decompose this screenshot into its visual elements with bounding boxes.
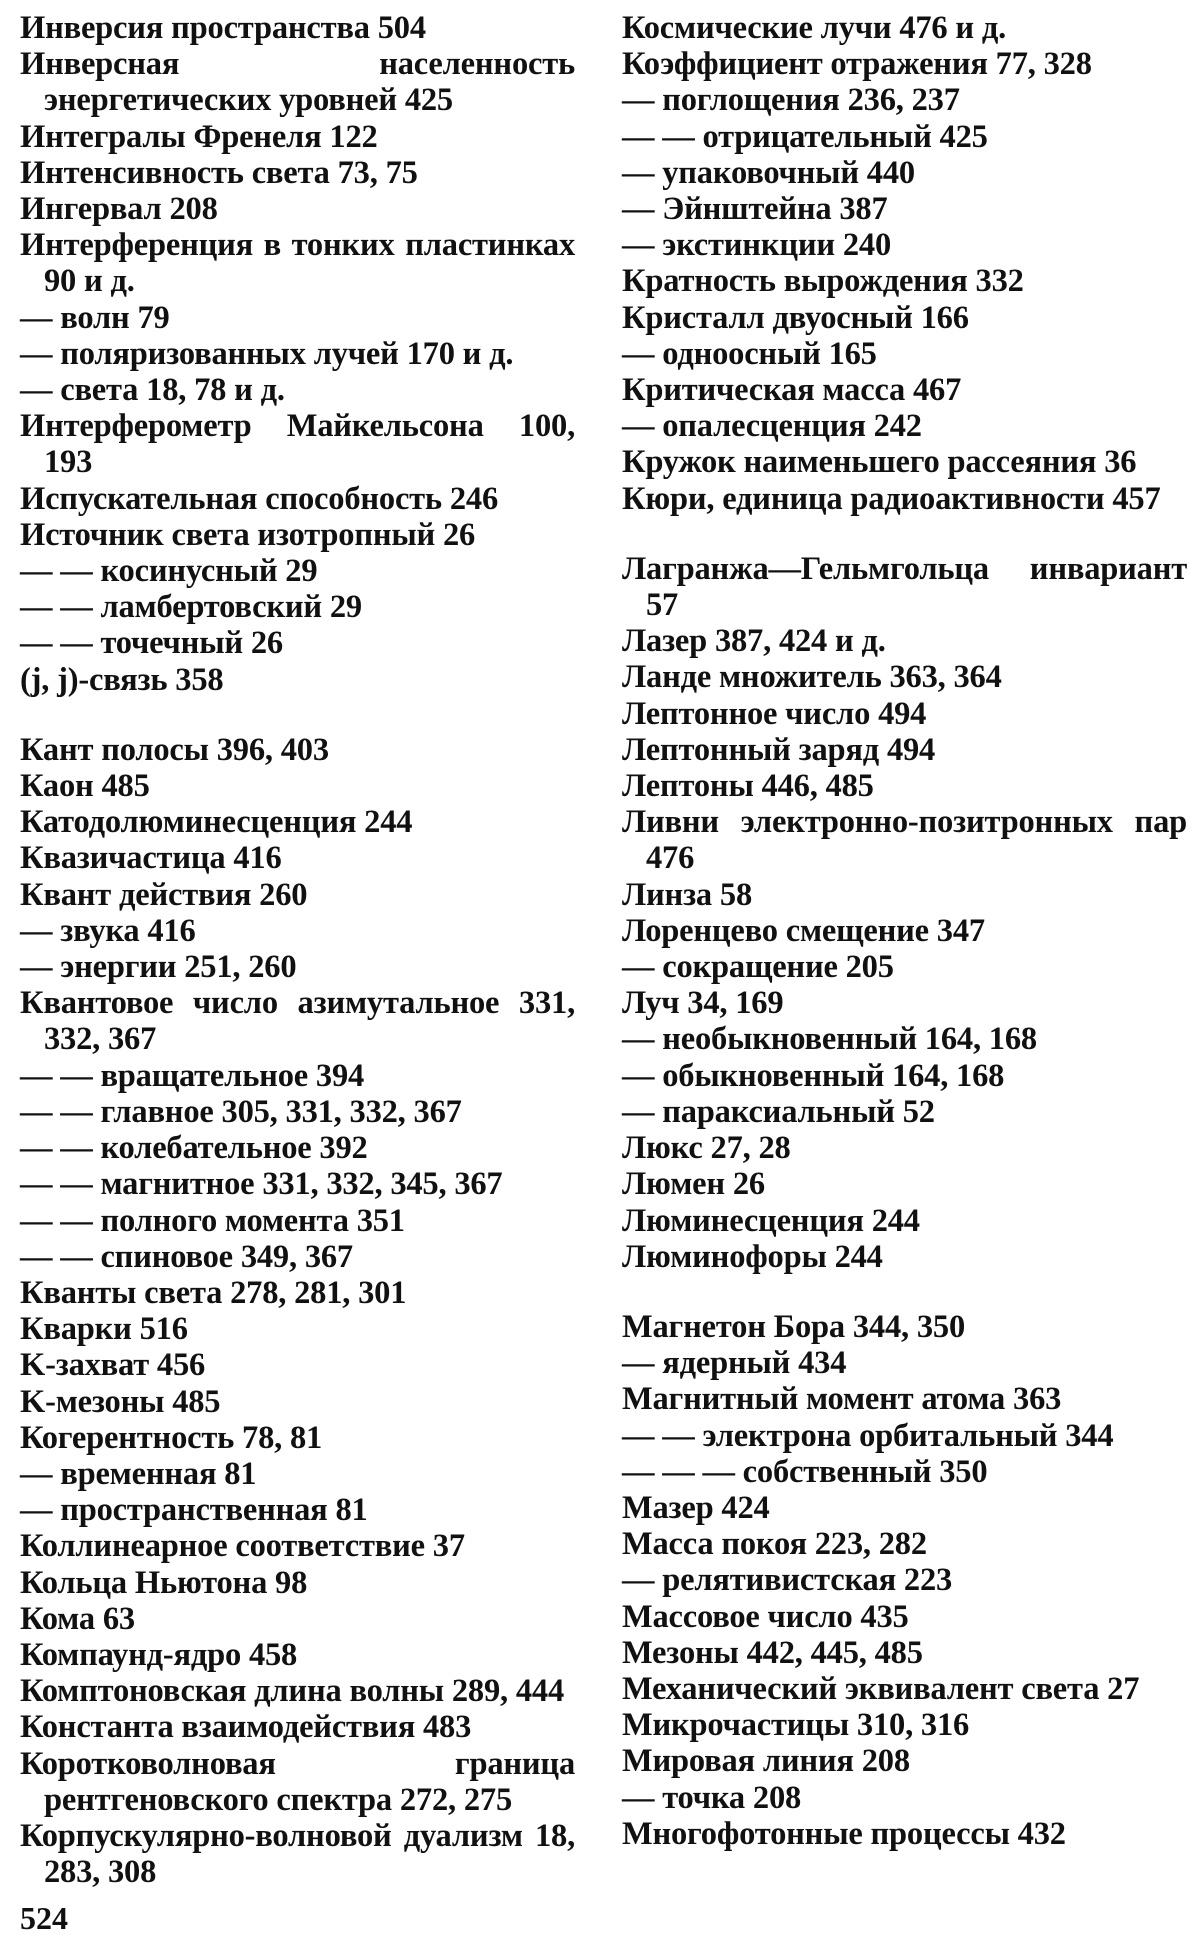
section-gap [622,517,1187,551]
index-subentry: — — ламбертовский 29 [20,589,362,626]
index-entry: Лептоны 446, 485 [622,768,874,805]
index-entry: Линза 58 [622,876,753,913]
index-column-right [622,10,1187,1852]
index-entry: Интерферометр Майкельсона 100, 193 [20,408,575,481]
index-entry: Компаунд-ядро 458 [20,1636,298,1673]
index-entry: Люмен 26 [622,1166,765,1203]
index-subentry: — упаковочный 440 [622,154,915,191]
index-entry: Кварки 516 [20,1311,188,1348]
section-gap [622,1275,1187,1309]
index-entry: Критическая масса 467 [622,372,962,409]
index-subentry: — поглощения 236, 237 [622,82,960,119]
index-entry: Квант действия 260 [20,876,308,913]
index-subentry: — света 18, 78 и д. [20,372,285,409]
index-entry: Луч 34, 169 [622,985,784,1022]
index-entry: Ливни электронно-позитронных пар 476 [622,804,1187,877]
index-subentry: — ядерный 434 [622,1345,847,1382]
index-entry: Мировая линия 208 [622,1743,910,1780]
index-subentry: — временная 81 [20,1455,257,1492]
index-entry: Кант полосы 396, 403 [20,731,329,768]
index-entry: Лоренцево смещение 347 [622,912,985,949]
index-entry: Испускательная способность 246 [20,480,498,517]
index-subentry: — волн 79 [20,299,170,336]
index-entry: Кюри, единица радиоактивности 457 [622,480,1161,517]
index-entry: Интерференция в тонких пластинках 90 и д. [20,227,575,300]
index-subentry: — параксиальный 52 [622,1093,935,1130]
index-column-left [20,10,575,1890]
index-entry: Кружок наименьшего рассеяния 36 [622,444,1137,481]
index-entry: Лептонное число 494 [622,695,927,732]
index-entry: Каон 485 [20,768,150,805]
index-entry: Масса покоя 223, 282 [622,1526,927,1563]
index-entry: Мезоны 442, 445, 485 [622,1634,923,1671]
index-subentry: — поляризованных лучей 170 и д. [20,335,514,372]
index-subentry: — необыкновенный 164, 168 [622,1021,1037,1058]
index-entry: Катодолюминесценция 244 [20,804,413,841]
index-subentry: — — колебательное 392 [20,1130,368,1167]
index-entry: Массовое число 435 [622,1598,909,1635]
index-subentry: — — главное 305, 331, 332, 367 [20,1093,462,1130]
index-subentry: — одноосный 165 [622,335,877,372]
index-subentry: — пространственная 81 [20,1492,368,1529]
page-number: 524 [20,1900,68,1936]
index-entry: Коллинеарное соответствие 37 [20,1528,465,1565]
index-entry: Лагранжа—Гельмгольца инвариант 57 [622,550,1187,624]
index-entry: Коротковолновая граница рентгеновского спектра 272, 275 [20,1745,575,1818]
index-subentry: — — точечный 26 [20,625,283,662]
index-entry: Лазер 387, 424 и д. [622,623,886,660]
index-entry: Коэффициент отражения 77, 328 [622,46,1092,83]
index-subentry: — релятивистская 223 [622,1562,953,1599]
index-entry: (j, j)-связь 358 [20,661,224,698]
index-entry: Многофотонные процессы 432 [622,1815,1066,1852]
index-entry: Лептонный заряд 494 [622,731,936,768]
index-subentry: — точка 208 [622,1779,802,1816]
index-entry: Когерентность 78, 81 [20,1419,323,1456]
index-entry: Интегралы Френеля 122 [20,118,378,155]
index-entry: Инверсная населенность энергетических уровней 425 [20,46,575,119]
index-subentry: — — вращательное 394 [20,1057,365,1094]
index-entry: Комптоновская длина волны 289, 444 [20,1673,565,1710]
index-subentry: — — — собственный 350 [622,1453,988,1490]
index-entry: Кома 63 [20,1600,135,1637]
index-subentry: — — магнитное 331, 332, 345, 367 [20,1166,503,1203]
index-subentry: — — отрицательный 425 [622,118,988,155]
index-entry: Кольца Ньютона 98 [20,1564,308,1601]
index-entry: Механический эквивалент света 27 [622,1670,1140,1707]
section-gap [20,698,575,732]
index-subentry: — сокращение 205 [622,949,894,986]
index-entry: K-мезоны 485 [20,1383,221,1420]
index-entry: Люминесценция 244 [622,1202,920,1239]
index-entry: Магнитный момент атома 363 [622,1381,1062,1418]
index-entry: Источник света изотропный 26 [20,516,476,553]
index-entry: Люминофоры 244 [622,1238,883,1275]
index-subentry: — энергии 251, 260 [20,949,297,986]
index-entry: Инверсия пространства 504 [20,10,426,46]
index-entry: Константа взаимодействия 483 [20,1709,472,1746]
index-entry: Корпускулярно-волновой дуализм 18, 283, 308 [20,1817,575,1891]
index-entry: Магнетон Бора 344, 350 [622,1308,966,1345]
index-entry: Кратность вырождения 332 [622,263,1024,300]
index-entry: Космические лучи 476 и д. [622,10,1007,46]
index-subentry: — обыкновенный 164, 168 [622,1057,1005,1094]
index-subentry: — — спиновое 349, 367 [20,1238,353,1275]
index-entry: Микрочастицы 310, 316 [622,1707,970,1744]
index-entry: Интенсивность света 73, 75 [20,154,418,191]
index-entry: Квантовое число азимутальное 331, 332, 367 [20,985,575,1058]
index-subentry: — экстинкции 240 [622,227,892,264]
index-subentry: — — электрона орбитальный 344 [622,1417,1114,1454]
index-subentry: — — косинусный 29 [20,553,318,590]
index-entry: Люкс 27, 28 [622,1130,791,1167]
index-entry: Мазер 424 [622,1489,770,1526]
index-subentry: — опалесценция 242 [622,408,922,445]
index-entry: Ланде множитель 363, 364 [622,659,1002,696]
index-subentry: — звука 416 [20,912,196,949]
index-entry: K-захват 456 [20,1347,206,1384]
index-entry: Кристалл двуосный 166 [622,299,969,336]
index-subentry: — — полного момента 351 [20,1202,405,1239]
index-subentry: — Эйнштейна 387 [622,191,888,228]
index-entry: Ингервал 208 [20,191,218,228]
index-entry: Квазичастица 416 [20,840,282,877]
index-entry: Кванты света 278, 281, 301 [20,1274,407,1311]
